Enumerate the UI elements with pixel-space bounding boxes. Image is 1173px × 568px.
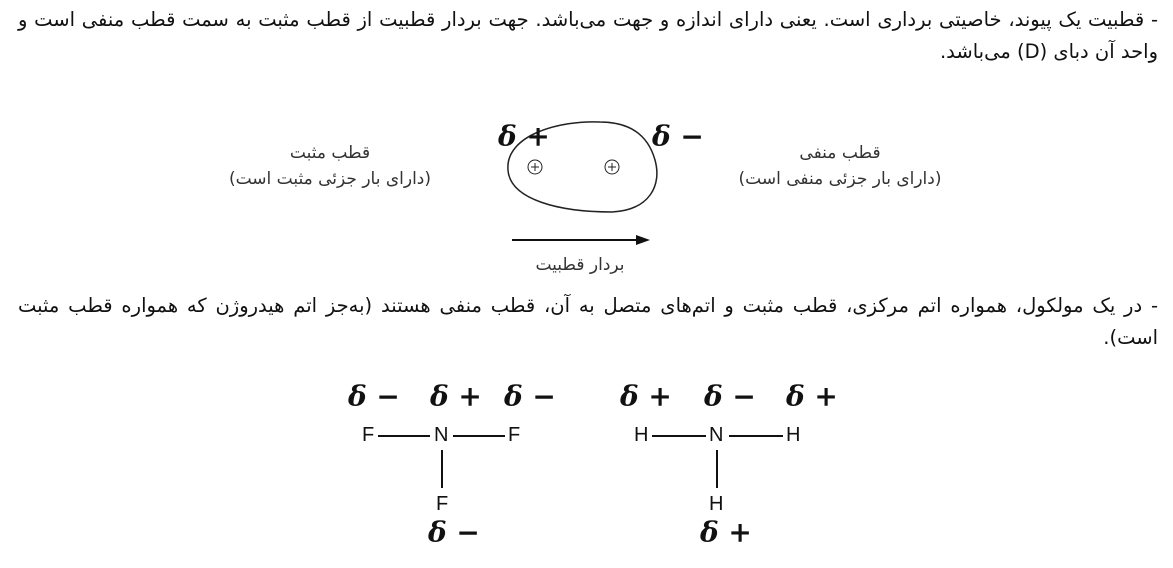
nh3-center-atom: N	[709, 424, 724, 446]
nh3-left-bond	[652, 435, 706, 437]
nh3-bottom-atom: H	[709, 493, 724, 515]
delta-plus-label: δ +	[498, 120, 550, 153]
nh3-left-charge: δ +	[620, 380, 672, 413]
nf3-left-charge: δ −	[348, 380, 400, 413]
nh3-bottom-charge: δ +	[700, 516, 752, 549]
delta-minus-label: δ −	[652, 120, 704, 153]
nf3-bottom-charge: δ −	[428, 516, 480, 549]
nf3-left-bond	[378, 435, 430, 437]
nh3-right-charge: δ +	[786, 380, 838, 413]
nh3-right-bond	[729, 435, 783, 437]
plus-circle-icon	[605, 160, 619, 174]
nf3-right-charge: δ −	[504, 380, 556, 413]
positive-pole-title: قطب مثبت	[289, 143, 371, 163]
nf3-bottom-atom: F	[436, 493, 449, 515]
nf3-right-atom: F	[508, 424, 521, 446]
nf3-center-atom: N	[434, 424, 449, 446]
nh3-right-atom: H	[786, 424, 801, 446]
arrow-right-icon	[512, 235, 650, 245]
positive-pole-note: (دارای بار جزئی مثبت است)	[228, 169, 432, 189]
negative-pole-title: قطب منفی	[799, 143, 881, 163]
nf3-right-bond	[453, 435, 505, 437]
nh3-center-charge: δ −	[704, 380, 756, 413]
plus-circle-icon	[528, 160, 542, 174]
positive-pole-label	[200, 140, 460, 192]
nf3-bottom-bond	[441, 450, 443, 488]
negative-pole-label	[710, 140, 970, 192]
polarity-paragraph: - قطبیت یک پیوند، خاصیتی برداری است. یعنی دارای اندازه و جهت می‌باشد. جهت بردار قطبیت از قطب مثبت به سمت قطب منفی است و واحد آن دبای (D) می‌باشد.	[18, 8, 1158, 63]
nf3-left-atom: F	[362, 424, 375, 446]
nh3-left-atom: H	[634, 424, 649, 446]
nh3-bottom-bond	[716, 450, 718, 488]
negative-pole-note: (دارای بار جزئی منفی است)	[738, 169, 942, 189]
polarity-vector-label: بردار قطبیت	[535, 255, 625, 275]
central-atom-paragraph: - در یک مولکول، همواره اتم مرکزی، قطب مثبت و اتم‌های متصل به آن، قطب منفی هستند (به‌جز اتم هیدروژن که همواره قطب مثبت است).	[18, 294, 1158, 349]
nf3-center-charge: δ +	[430, 380, 482, 413]
